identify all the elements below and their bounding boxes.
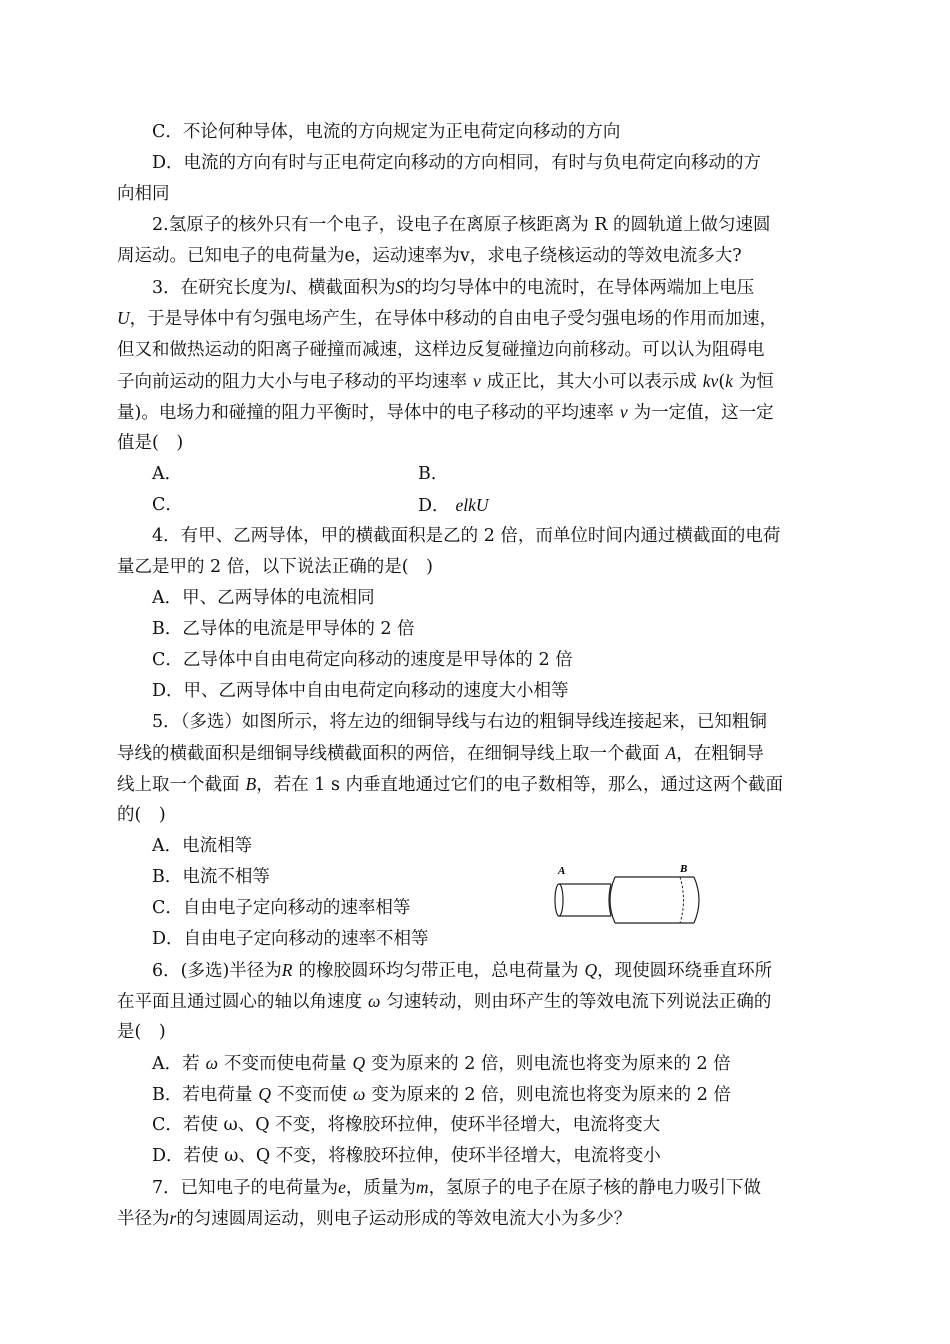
- var-Q: Q: [584, 960, 598, 980]
- text: 为一定值，这一定: [633, 403, 774, 423]
- q3-text-line6: 值是( ): [117, 433, 184, 453]
- text: 、横截面积为: [290, 278, 396, 298]
- q5-option-b: B．电流不相等: [152, 867, 270, 887]
- label-b: B: [680, 864, 688, 875]
- q5-text-line4: 的( ): [117, 805, 166, 825]
- q4-text-line1: 4．有甲、乙两导体，甲的横截面积是乙的 2 倍，而单位时间内通过横截面的电荷: [152, 526, 781, 546]
- q6-option-c: C．若使 ω、Q 不变，将橡胶环拉伸，使环半径增大，电流将变大: [152, 1115, 661, 1135]
- thin-wire-body: [559, 884, 611, 916]
- q6-text-line2: [117, 989, 771, 1014]
- expr-elkU: elkU: [455, 495, 489, 515]
- var-v: v: [473, 371, 481, 391]
- q7-text-line2: [117, 1206, 631, 1231]
- text: 不变而使: [277, 1085, 348, 1105]
- q5-option-c: C．自由电子定向移动的速率相等: [152, 898, 411, 918]
- q6-option-b: [152, 1082, 731, 1107]
- text: 导线的横截面积是细铜导线横截面积的两倍，在细铜导线上取一个截面: [117, 744, 660, 764]
- q1-option-d-cont: 向相同: [117, 184, 170, 204]
- var-l: l: [285, 277, 291, 297]
- text: 的匀速圆周运动，则电子运动形成的等效电流大小为多少？: [176, 1209, 632, 1229]
- text: 子向前运动的阻力大小与电子移动的平均速率: [117, 372, 467, 392]
- text: 3．在研究长度为: [152, 278, 286, 298]
- q5-text-line1: 5．（多选）如图所示，将左边的细铜导线与右边的粗铜导线连接起来，已知粗铜: [152, 712, 767, 732]
- q4-option-a: A．甲、乙两导体的电流相同: [152, 588, 375, 608]
- var-B: B: [245, 774, 257, 794]
- text: A．若: [152, 1054, 200, 1074]
- section-a-ellipse: [555, 884, 563, 916]
- q1-option-d: D．电流的方向有时与正电荷定向移动的方向相同，有时与负电荷定向移动的方: [152, 153, 762, 173]
- q3-text-line2: [117, 306, 777, 331]
- q4-option-d: D．甲、乙两导体中自由电荷定向移动的速度大小相等: [152, 681, 569, 701]
- q3-option-b: B．: [418, 464, 449, 484]
- q2-text-line2: 周运动。已知电子的电荷量为e，运动速率为v，求电子绕核运动的等效电流多大?: [117, 246, 742, 266]
- var-Q: Q: [258, 1084, 272, 1104]
- var-omega: ω: [353, 1084, 366, 1104]
- var-A: A: [665, 743, 677, 763]
- var-k: k: [725, 371, 733, 391]
- var-m: m: [415, 1177, 429, 1197]
- text: 变为原来的 2 倍，则电流也将变为原来的 2 倍: [371, 1085, 731, 1105]
- q3-text-line1: [152, 275, 754, 300]
- wire-diagram: [549, 864, 701, 926]
- var-r: r: [169, 1208, 177, 1228]
- q3-option-a: A．: [152, 464, 183, 484]
- var-R: R: [281, 960, 293, 980]
- q6-text-line3: 是( ): [117, 1022, 166, 1042]
- q7-text-line1: [152, 1175, 761, 1200]
- q1-option-c: C．不论何种导体，电流的方向规定为正电荷定向移动的方向: [152, 122, 621, 142]
- q4-option-b: B．乙导体的电流是甲导体的 2 倍: [152, 619, 415, 639]
- text: 不变而使电荷量: [224, 1054, 347, 1074]
- var-S: S: [395, 277, 405, 297]
- q6-text-line1: [152, 958, 772, 983]
- text: 量)。电场力和碰撞的阻力平衡时，导体中的电子移动的平均速率: [117, 403, 614, 423]
- q5-option-d: D．自由电子定向移动的速率不相等: [152, 929, 429, 949]
- text: ，于是导体中有匀强电场产生，在导体中移动的自由电子受匀强电场的作用而加速，: [129, 309, 778, 329]
- q6-option-a: [152, 1051, 731, 1076]
- text: 7．已知电子的电荷量为: [152, 1178, 339, 1198]
- q3-text-line4: [117, 369, 774, 394]
- text: (: [718, 372, 726, 392]
- q4-option-c: C．乙导体中自由电荷定向移动的速度是甲导体的 2 倍: [152, 650, 573, 670]
- text: 匀速转动，则由环产生的等效电流下列说法正确的: [386, 992, 772, 1012]
- text: 在平面且通过圆心的轴以角速度: [117, 992, 362, 1012]
- var-kv: kv: [702, 371, 719, 391]
- thick-wire-right-end: [694, 877, 699, 923]
- text: ，质量为: [345, 1178, 416, 1198]
- q4-text-line2: 量乙是甲的 2 倍，以下说法正确的是( ): [117, 557, 433, 577]
- var-e: e: [338, 1177, 346, 1197]
- q5-text-line2: [117, 741, 764, 766]
- text: 线上取一个截面: [117, 775, 240, 795]
- text: ，若在 1 s 内垂直地通过它们的电子数相等，那么，通过这两个截面: [256, 775, 784, 795]
- q2-text-line1: 2.氢原子的核外只有一个电子，设电子在离原子核距离为 R 的圆轨道上做匀速圆: [152, 215, 771, 235]
- text: 半径为: [117, 1209, 170, 1229]
- text: ，氢原子的电子在原子核的静电力吸引下做: [428, 1178, 762, 1198]
- text: D．: [418, 496, 450, 516]
- text: 变为原来的 2 倍，则电流也将变为原来的 2 倍: [371, 1054, 731, 1074]
- q5-text-line3: [117, 772, 783, 797]
- text: B．若电荷量: [152, 1085, 253, 1105]
- label-a: A: [558, 865, 566, 877]
- text: 6．(多选)半径为: [152, 961, 282, 981]
- q6-option-d: D．若使 ω、Q 不变，将橡胶环拉伸，使环半径增大，电流将变小: [152, 1146, 661, 1166]
- var-omega: ω: [368, 991, 381, 1011]
- section-b-dashed: [680, 877, 684, 923]
- text: ，在粗铜导: [676, 744, 764, 764]
- text: 的橡胶圆环均匀带正电，总电荷量为: [298, 961, 579, 981]
- q3-option-d: [418, 493, 489, 518]
- var-U: U: [117, 308, 130, 328]
- q3-text-line3: 但又和做热运动的阳离子碰撞而减速，这样边反复碰撞边向前移动。可以认为阻碍电: [117, 340, 765, 360]
- text: 的均匀导体中的电流时，在导体两端加上电压: [404, 278, 755, 298]
- q3-text-line5: [117, 400, 774, 425]
- var-omega: ω: [205, 1053, 218, 1073]
- q5-option-a: A．电流相等: [152, 836, 253, 856]
- var-v: v: [619, 402, 628, 422]
- q3-option-c: C．: [152, 495, 183, 515]
- text: ，现使圆环绕垂直环所: [597, 961, 773, 981]
- var-Q: Q: [352, 1053, 366, 1073]
- text: 成正比，其大小可以表示成: [486, 372, 697, 392]
- thick-wire-body: [615, 877, 694, 923]
- text: 为恒: [738, 372, 774, 392]
